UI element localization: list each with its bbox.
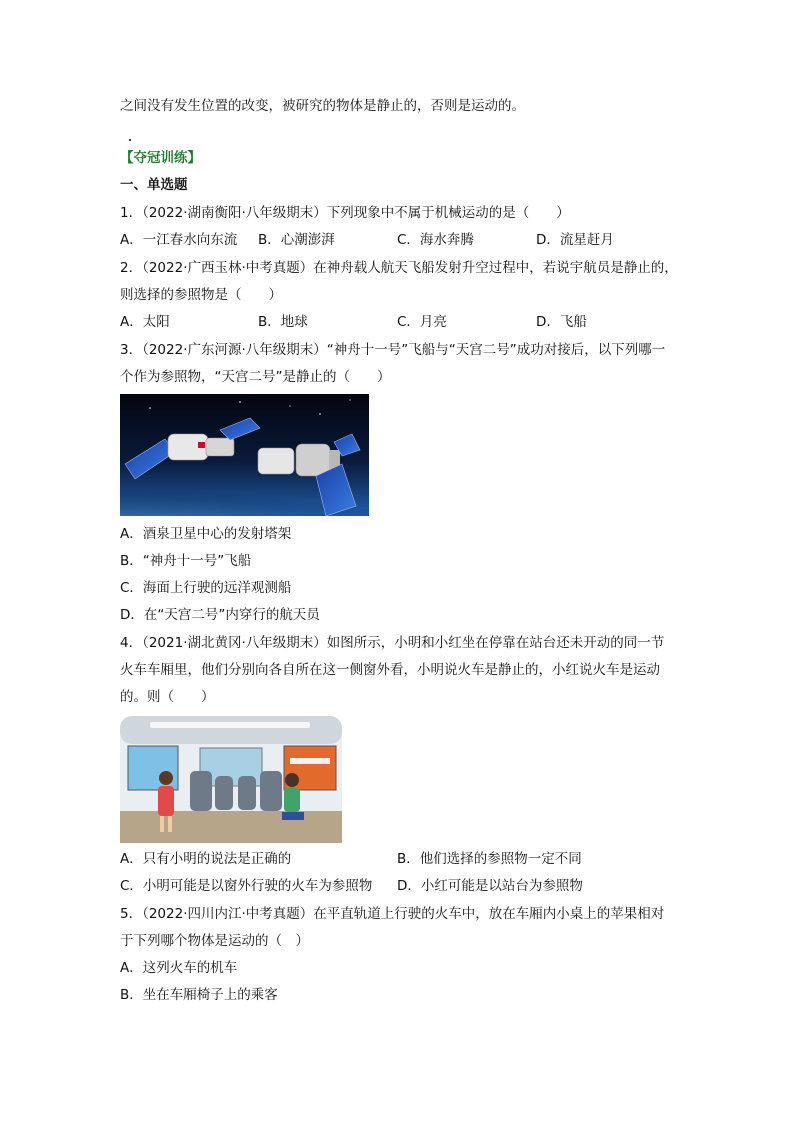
q1-option-d: D．流星赶月 [536, 232, 614, 248]
q4-option-d: D．小红可能是以站台为参照物 [397, 878, 583, 894]
spacecraft-docking-image [120, 394, 369, 516]
q4-stem-line3: 的。则（ ） [120, 689, 215, 705]
train-interior-illustration [120, 716, 342, 843]
q3-stem-line2: 个作为参照物，“天宫二号”是静止的（ ） [120, 369, 391, 385]
q1-stem: 1．（2022·湖南衡阳·八年级期末）下列现象中不属于机械运动的是（ ） [120, 205, 570, 221]
q5-stem-line1: 5．（2022·四川内江·中考真题）在平直轨道上行驶的火车中，放在车厢内小桌上的苹果相对 [120, 906, 665, 922]
q3-option-a: A．酒泉卫星中心的发射塔架 [120, 526, 292, 542]
q3-option-c: C．海面上行驶的远洋观测船 [120, 580, 292, 596]
spacecraft-illustration [120, 394, 369, 516]
q2-stem-line1: 2．（2022·广西玉林·中考真题）在神舟载人航天飞船发射升空过程中，若说宇航员是静止的， [120, 260, 678, 276]
section-heading: 一、单选题 [120, 177, 188, 193]
q4-option-b: B．他们选择的参照物一定不同 [397, 851, 582, 867]
q2-stem-line2: 则选择的参照物是（ ） [120, 287, 282, 303]
q5-option-a: A．这列火车的机车 [120, 960, 238, 976]
q2-option-a: A．太阳 [120, 314, 170, 330]
q1-option-a: A．一江春水向东流 [120, 232, 238, 248]
q4-option-a: A．只有小明的说法是正确的 [120, 851, 292, 867]
stray-dot [129, 139, 131, 141]
q4-stem-line1: 4．（2021·湖北黄冈·八年级期末）如图所示，小明和小红坐在停靠在站台还未开动的同一节 [120, 635, 665, 651]
section-tag: 【夺冠训练】 [120, 150, 201, 166]
q2-option-d: D．飞船 [536, 314, 587, 330]
q4-stem-line2: 火车车厢里，他们分别向各自所在这一侧窗外看，小明说火车是静止的，小红说火车是运动 [120, 662, 660, 678]
q4-option-c: C．小明可能是以窗外行驶的火车为参照物 [120, 878, 373, 894]
q3-stem-line1: 3．（2022·广东河源·八年级期末）“神舟十一号”飞船与“天宫二号”成功对接后，以下列哪一 [120, 342, 666, 358]
q1-option-b: B．心潮澎湃 [258, 232, 335, 248]
q5-stem-line2: 于下列哪个物体是运动的（ ） [120, 933, 309, 949]
intro-text: 之间没有发生位置的改变，被研究的物体是静止的，否则是运动的。 [120, 98, 525, 114]
train-carriage-image [120, 716, 342, 843]
q3-option-d: D．在“天宫二号”内穿行的航天员 [120, 607, 320, 623]
q3-option-b: B．“神舟十一号”飞船 [120, 553, 252, 569]
q5-option-b: B．坐在车厢椅子上的乘客 [120, 987, 278, 1003]
q2-option-b: B．地球 [258, 314, 308, 330]
q2-option-c: C．月亮 [397, 314, 447, 330]
q1-option-c: C．海水奔腾 [397, 232, 474, 248]
